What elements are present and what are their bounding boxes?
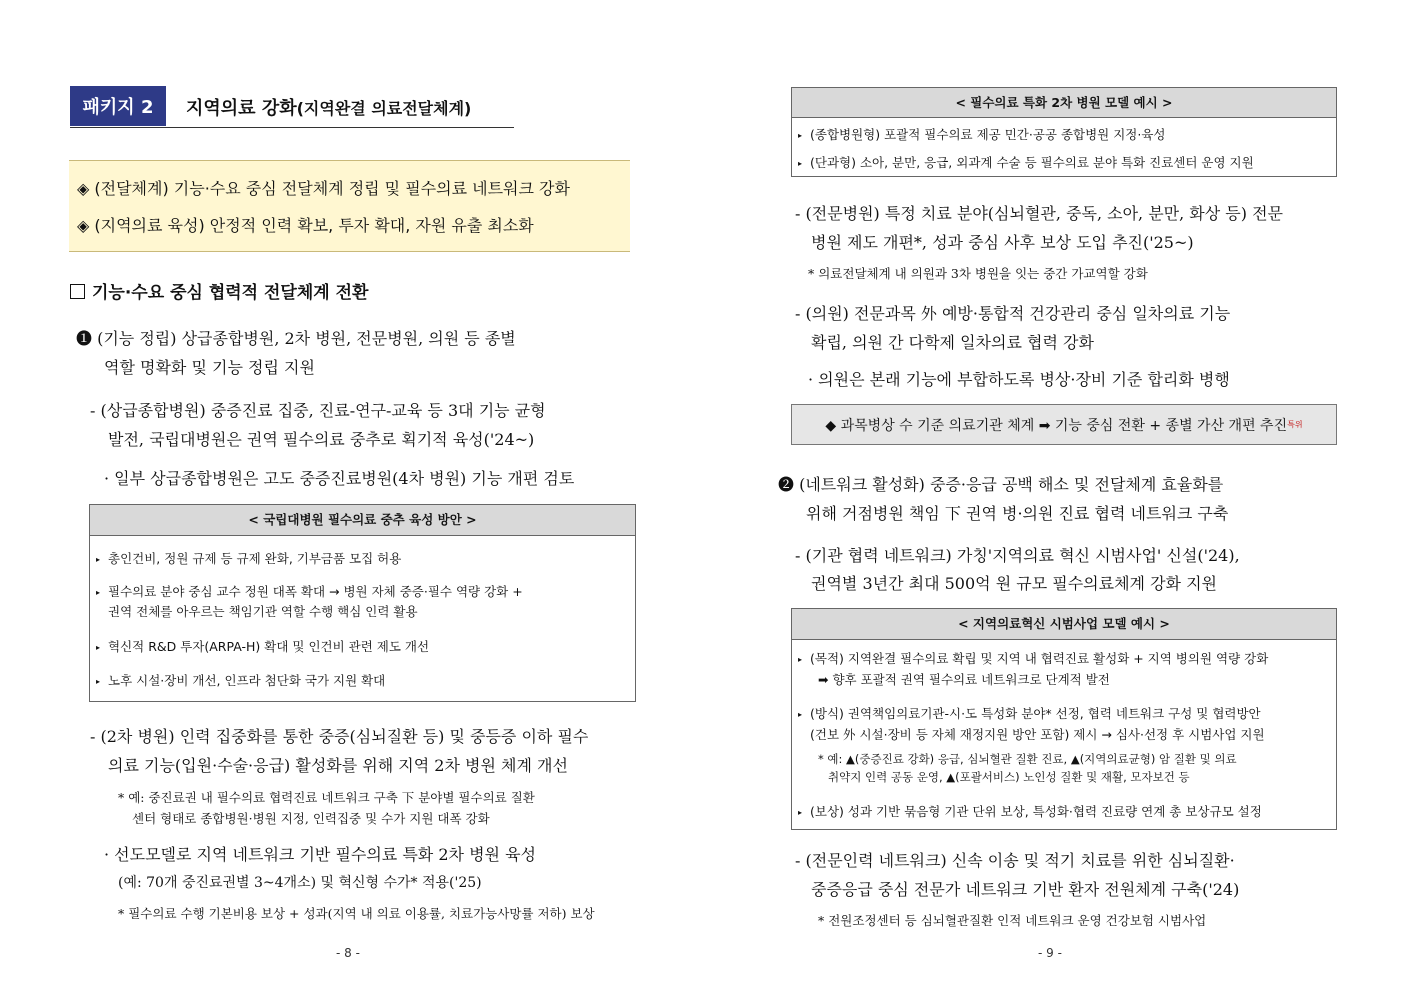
triangle-bullet-icon: ▸	[798, 159, 803, 168]
page-number: - 8 -	[336, 946, 360, 960]
package-underline	[70, 127, 514, 128]
package-badge: 패키지 2	[70, 86, 166, 126]
box-item: ▸ (단과형) 소아, 분만, 응급, 외과계 수술 등 필수의료 분야 특화 진료센터 운영 지원	[798, 155, 1254, 170]
box-item-note: * 예: ▲(중증진료 강화) 응급, 심뇌혈관 질환 진료, ▲(지역의료균형) 암 질환 및 의료	[818, 752, 1237, 766]
box-item-note: 취약지 인력 공동 운영, ▲(포괄서비스) 노인성 질환 및 재활, 모자보건 등	[828, 770, 1190, 784]
box-item-continued: 권역 전체를 아우르는 책임기관 역할 수행 핵심 인력 활용	[108, 604, 418, 619]
checkbox-icon	[70, 284, 85, 299]
clinic-line1: - (의원) 전문과목 外 예방·통합적 건강관리 중심 일차의료 기능	[795, 304, 1231, 323]
box-item-continued: (건보 外 시설·장비 등 자체 재정지원 방안 포함) 제시 → 심사·선정 후 시범사업 지원	[810, 727, 1265, 742]
clinic-sub: · 의원은 본래 기능에 부합하도록 병상·장비 기준 합리화 병행	[808, 370, 1230, 389]
inst-line2: 권역별 3년간 최대 500억 원 규모 필수의료체계 강화 지원	[811, 574, 1217, 593]
specialty-line2: 병원 제도 개편*, 성과 중심 사후 보상 도입 추진('25~)	[811, 233, 1194, 252]
box-item: ▸ (보상) 성과 기반 묶음형 기관 단위 보상, 특성화·협력 진료량 연계 총 보상규모 설정	[798, 804, 1262, 819]
leading-line1: · 선도모델로 지역 네트워크 기반 필수의료 특화 2차 병원 육성	[104, 845, 536, 864]
box-item: ▸ 노후 시설·장비 개선, 인프라 첨단화 국가 지원 확대	[96, 673, 386, 688]
package-title-sub: (지역완결 의료전달체계)	[296, 99, 472, 118]
triangle-bullet-icon: ▸	[96, 555, 101, 564]
package-title	[186, 94, 471, 120]
tertiary-line2: 발전, 국립대병원은 권역 필수의료 중추로 획기적 육성('24~)	[108, 430, 535, 449]
box-title: < 국립대병원 필수의료 중추 육성 방안 >	[90, 505, 635, 536]
item1-line1-text: (기능 정립) 상급종합병원, 2차 병원, 전문병원, 의원 등 종별	[97, 329, 516, 348]
prof-line2: 중증응급 중심 전문가 네트워크 기반 환자 전원체계 구축('24)	[811, 880, 1240, 899]
secondary-note2: 센터 형태로 종합병원·병원 지정, 인력집중 및 수가 지원 대폭 강화	[132, 811, 490, 826]
leading-line2: (예: 70개 중진료권별 3~4개소) 및 혁신형 수가* 적용('25)	[118, 875, 482, 891]
item2-line2: 위해 거점병원 책임 下 권역 병·의원 진료 협력 네트워크 구축	[806, 504, 1229, 523]
item2-line1-text: (네트워크 활성화) 중증·응급 공백 해소 및 전달체계 효율화를	[799, 475, 1224, 494]
box-title: < 지역의료혁신 시범사업 모델 예시 >	[792, 609, 1336, 640]
box-item: ▸ (방식) 권역책임의료기관-시·도 특성화 분야* 선정, 협력 네트워크 구성 및 협력방안	[798, 706, 1261, 721]
item1-marker: ❶	[76, 329, 93, 348]
box-item: ▸ 혁신적 R&D 투자(ARPA-H) 확대 및 인건비 관련 제도 개선	[96, 639, 430, 654]
triangle-bullet-icon: ▸	[96, 588, 101, 597]
box-item-continued: ➡ 향후 포괄적 권역 필수의료 네트워크로 단계적 발전	[818, 672, 1110, 687]
secondary-line1: - (2차 병원) 인력 집중화를 통한 중증(심뇌질환 등) 및 중등증 이하 필수	[90, 727, 589, 746]
box-item: ▸ 총인건비, 정원 규제 등 규제 완화, 기부금품 모집 허용	[96, 551, 402, 566]
page-number: - 9 -	[1038, 946, 1062, 960]
box-item: ▸ (목적) 지역완결 필수의료 확립 및 지역 내 협력진료 활성화 + 지역 병의원 역량 강화	[798, 651, 1269, 666]
triangle-bullet-icon: ▸	[96, 677, 101, 686]
goal-line: ◈ (지역의료 육성) 안정적 인력 확보, 투자 확대, 자원 유출 최소화	[77, 216, 534, 235]
triangle-bullet-icon: ▸	[798, 655, 803, 664]
box-title: < 필수의료 특화 2차 병원 모델 예시 >	[792, 88, 1336, 118]
item2-line1	[778, 472, 1223, 495]
regional-pilot-box	[791, 608, 1337, 830]
item2-marker: ❷	[778, 475, 795, 494]
clinic-line2: 확립, 의원 간 다학제 일차의료 협력 강화	[811, 333, 1094, 352]
box-item: ▸ 필수의료 분야 중심 교수 정원 대폭 확대 → 병원 자체 중증·필수 역량 강화 +	[96, 584, 523, 599]
goal-box	[69, 160, 630, 252]
tertiary-line1: - (상급종합병원) 중증진료 집중, 진료-연구-교육 등 3대 기능 균형	[90, 401, 546, 420]
triangle-bullet-icon: ▸	[798, 131, 803, 140]
callout-text: ◆ 과목병상 수 기준 의료기관 체계 ➡ 기능 중심 전환 + 종별 가산 개편 추진	[825, 417, 1288, 434]
national-hospital-box	[89, 504, 636, 702]
leading-note: * 필수의료 수행 기본비용 보상 + 성과(지역 내 의료 이용률, 치료가능사망률 저하) 보상	[118, 906, 595, 921]
callout-box	[791, 404, 1337, 445]
item1-line1	[76, 326, 516, 349]
secondary-note1: * 예: 중진료권 내 필수의료 협력진료 네트워크 구축 下 분야별 필수의료 질환	[118, 790, 535, 805]
item1-line2: 역할 명확화 및 기능 정립 지원	[104, 358, 315, 377]
specialized-hospital-box	[791, 87, 1337, 177]
tertiary-sub: · 일부 상급종합병원은 고도 중증진료병원(4차 병원) 기능 개편 검토	[104, 469, 575, 488]
specialty-line1: - (전문병원) 특정 치료 분야(심뇌혈관, 중독, 소아, 분만, 화상 등) 전문	[795, 204, 1283, 223]
package-title-main: 지역의료 강화	[186, 98, 297, 119]
triangle-bullet-icon: ▸	[96, 643, 101, 652]
prof-note: * 전원조정센터 등 심뇌혈관질환 인적 네트워크 운영 건강보험 시범사업	[818, 913, 1207, 928]
section-heading-text: 기능·수요 중심 협력적 전달체계 전환	[92, 283, 369, 303]
callout-badge: 특위	[1287, 420, 1303, 429]
goal-line: ◈ (전달체계) 기능·수요 중심 전달체계 정립 및 필수의료 네트워크 강화	[77, 179, 570, 198]
secondary-line2: 의료 기능(입원·수술·응급) 활성화를 위해 지역 2차 병원 체계 개선	[108, 756, 568, 775]
specialty-note: * 의료전달체계 내 의원과 3차 병원을 잇는 중간 가교역할 강화	[808, 266, 1148, 281]
triangle-bullet-icon: ▸	[798, 710, 803, 719]
box-item: ▸ (종합병원형) 포괄적 필수의료 제공 민간·공공 종합병원 지정·육성	[798, 127, 1166, 142]
section-heading	[70, 278, 368, 303]
triangle-bullet-icon: ▸	[798, 808, 803, 817]
inst-line1: - (기관 협력 네트워크) 가칭'지역의료 혁신 시범사업' 신설('24),	[795, 546, 1240, 565]
prof-line1: - (전문인력 네트워크) 신속 이송 및 적기 치료를 위한 심뇌질환·	[795, 851, 1235, 870]
